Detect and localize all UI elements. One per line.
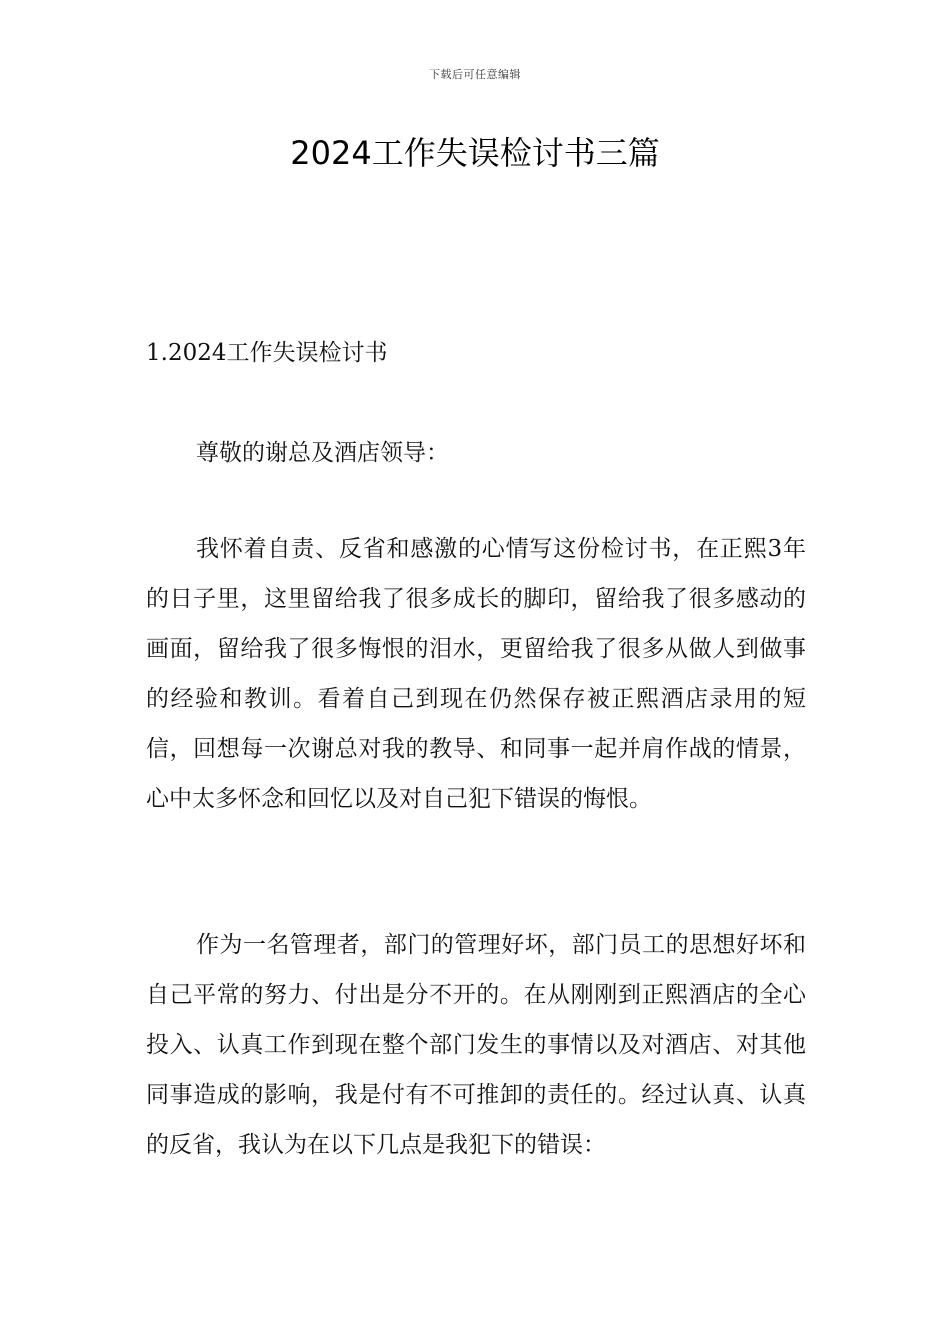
body-paragraph: 我怀着自责、反省和感激的心情写这份检讨书，在正熙3年的日子里，这里留给我了很多成长的脚印，留给我了很多感动的画面，留给我了很多悔恨的泪水，更留给我了很多从做人到做事的经验和教训。看着自己到现在仍然保存被正熙酒店录用的短信，回想每一次谢总对我的教导、和同事一起并肩作战的情景，心中太多怀念和回忆以及对自己犯下错误的悔恨。 — [146, 536, 806, 812]
body-paragraph: 作为一名管理者，部门的管理好坏，部门员工的思想好坏和自己平常的努力、付出是分不开的。在从刚刚到正熙酒店的全心投入、认真工作到现在整个部门发生的事情以及对酒店、对其他同事造成的影响，我是付有不可推卸的责任的。经过认真、认真的反省，我认为在以下几点是我犯下的错误： — [146, 932, 806, 1158]
salutation: 尊敬的谢总及酒店领导： — [196, 440, 449, 466]
header-note: 下载后可任意编辑 — [429, 68, 521, 81]
document-title: 2024工作失误检讨书三篇 — [290, 134, 660, 172]
section-heading: 1.2024工作失误检讨书 — [146, 340, 388, 366]
